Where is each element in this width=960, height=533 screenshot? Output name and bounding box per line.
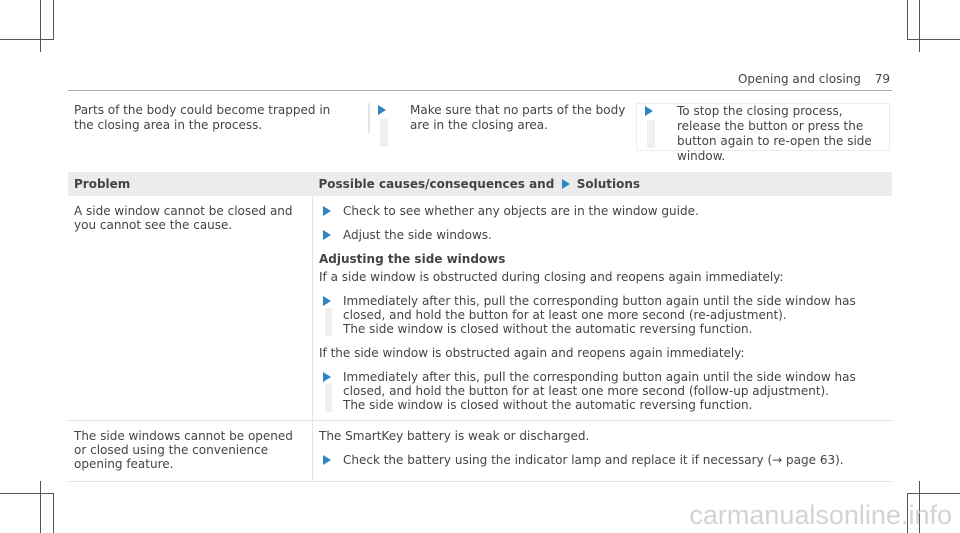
instruction-box <box>636 103 890 163</box>
problem-solution-table <box>68 172 892 482</box>
solution-step <box>319 228 886 242</box>
play-arrow-icon <box>323 206 331 216</box>
crop-mark <box>40 481 41 533</box>
solution-step <box>319 294 886 336</box>
crop-mark <box>40 0 41 52</box>
header-rule <box>68 90 892 91</box>
step-result: The side window is closed without the automatic reversing function. <box>343 322 753 336</box>
cause-text: The SmartKey battery is weak or discharged. <box>319 429 590 443</box>
solution-step <box>319 453 886 467</box>
instruction-text: To stop the closing process, release the button or press the button again to re-open the side window. <box>677 104 872 163</box>
step-text: Check to see whether any objects are in the window guide. <box>343 204 699 218</box>
watermark: carmanualsonline.info <box>689 500 952 530</box>
problem-cell: A side window cannot be closed and you cannot see the cause. <box>68 196 313 421</box>
step-text: Immediately after this, pull the corresponding button again until the side window has closed, and hold the button for at least one more second (re-adjustment). <box>343 294 856 322</box>
play-arrow-icon <box>323 230 331 240</box>
step-bar <box>647 120 655 148</box>
header-solutions <box>313 172 893 196</box>
crop-mark <box>907 39 960 40</box>
instruction-text: Make sure that no parts of the body are in the closing area. <box>410 103 626 132</box>
running-header <box>738 72 890 86</box>
page-number: 79 <box>874 72 890 86</box>
table-row <box>68 421 892 482</box>
play-arrow-icon <box>323 296 331 306</box>
crop-mark <box>919 0 920 52</box>
solution-cell <box>313 421 893 482</box>
step-bar <box>380 119 388 147</box>
table-header-row <box>68 172 892 196</box>
crop-mark <box>0 493 53 494</box>
section-title: Opening and closing <box>737 72 861 86</box>
crop-mark <box>0 39 53 40</box>
step-bar <box>325 308 332 336</box>
header-solutions-post: Solutions <box>576 177 641 191</box>
subheading: Adjusting the side windows <box>319 252 506 266</box>
problem-cell: The side windows cannot be opened or closed using the convenience opening feature. <box>68 421 313 482</box>
step-result: The side window is closed without the automatic reversing function. <box>343 398 753 412</box>
crop-mark <box>907 0 908 40</box>
warning-columns <box>68 103 892 163</box>
table-row <box>68 196 892 421</box>
play-arrow-icon <box>323 455 331 465</box>
header-solutions-pre: Possible causes/consequences and <box>318 177 555 191</box>
instruction-box <box>368 103 632 133</box>
play-arrow-icon <box>323 372 331 382</box>
step-text: Adjust the side windows. <box>343 228 492 242</box>
solution-step <box>319 370 886 412</box>
step-bar <box>325 384 332 412</box>
paragraph: If the side window is obstructed again and reopens again immediately: <box>319 346 745 360</box>
hazard-text: Parts of the body could become trapped in the closing area in the process. <box>74 103 331 132</box>
paragraph: If a side window is obstructed during closing and reopens again immediately: <box>319 270 784 284</box>
play-arrow-icon <box>378 105 386 115</box>
solution-cell <box>313 196 893 421</box>
crop-mark <box>53 493 54 533</box>
step-text: Immediately after this, pull the corresponding button again until the side window has closed, and hold the button for at least one more second (follow-up adjustment). <box>343 370 856 398</box>
crop-mark <box>53 0 54 40</box>
crop-mark <box>907 493 960 494</box>
play-arrow-icon <box>645 106 653 116</box>
step-text: Check the battery using the indicator lamp and replace it if necessary (→ page 63). <box>343 453 844 467</box>
header-problem: Problem <box>68 172 313 196</box>
play-arrow-icon <box>562 179 570 189</box>
solution-step <box>319 204 886 218</box>
